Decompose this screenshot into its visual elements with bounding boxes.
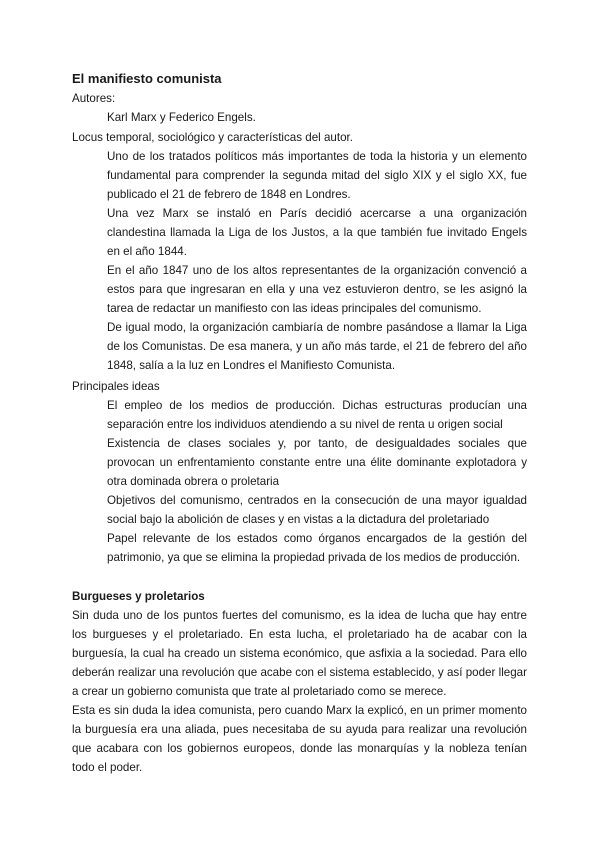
document-title: El manifiesto comunista: [72, 71, 222, 86]
idea-item: Papel relevante de los estados como órganos encargados de la gestión del patrimonio, ya que se elimina la propiedad privada de los medios de producción.: [107, 532, 527, 564]
locus-label: Locus temporal, sociológico y características del autor.: [72, 131, 353, 144]
section-title: Burgueses y proletarios: [72, 590, 205, 603]
locus-paragraph: De igual modo, la organización cambiaría de nombre pasándose a llamar la Liga de los Comunistas. De esa manera, y un año más tarde, el 21 de febrero del año 1848, salía a la luz en Londres el Manifiesto Comunista.: [107, 321, 527, 372]
authors-names: Karl Marx y Federico Engels.: [107, 111, 256, 124]
locus-paragraph: Uno de los tratados políticos más importantes de toda la historia y un elemento fundamental para comprender la segunda mitad del siglo XIX y el siglo XX, fue publicado el 21 de febrero de 1848 en Londres.: [107, 150, 527, 201]
section-body: [72, 606, 527, 777]
idea-item: El empleo de los medios de producción. Dichas estructuras producían una separación entre los individuos atendiendo a su nivel de renta u origen social: [107, 399, 527, 431]
ideas-label: Principales ideas: [72, 380, 160, 393]
idea-item: Objetivos del comunismo, centrados en la consecución de una mayor igualdad social bajo la abolición de clases y en vistas a la dictadura del proletariado: [107, 494, 527, 526]
section-paragraph: Sin duda uno de los puntos fuertes del comunismo, es la idea de lucha que hay entre los burgueses y el proletariado. En esta lucha, el proletariado ha de acabar con la burguesía, la cual ha creado un sistema económico, que asfixia a la sociedad. Para ello deberán realizar una revolución que acabe con el sistema establecido, y así poder llegar a crear un gobierno comunista que trate al proletariado como se merece.: [72, 609, 527, 698]
locus-paragraph: Una vez Marx se instaló en París decidió acercarse a una organización clandestina llamada la Liga de los Justos, a la que también fue invitado Engels en el año 1844.: [107, 207, 527, 258]
authors-label: Autores:: [72, 92, 116, 105]
idea-item: Existencia de clases sociales y, por tanto, de desigualdades sociales que provocan un enfrentamiento constante entre una élite dominante explotadora y otra dominada obrera o proletaria: [107, 437, 527, 488]
section-paragraph: Esta es sin duda la idea comunista, pero cuando Marx la explicó, en un primer momento la burguesía era una aliada, pues necesitaba de su ayuda para realizar una revolución que acabara con los gobiernos europeos, donde las monarquías y la nobleza tenían todo el poder.: [72, 704, 527, 774]
locus-section: [107, 147, 527, 375]
ideas-list: [107, 396, 527, 567]
locus-paragraph: En el año 1847 uno de los altos representantes de la organización convenció a estos para que ingresaran en ella y una vez estuvieron dentro, se les asignó la tarea de redactar un manifiesto con las ideas principales del comunismo.: [107, 264, 527, 315]
